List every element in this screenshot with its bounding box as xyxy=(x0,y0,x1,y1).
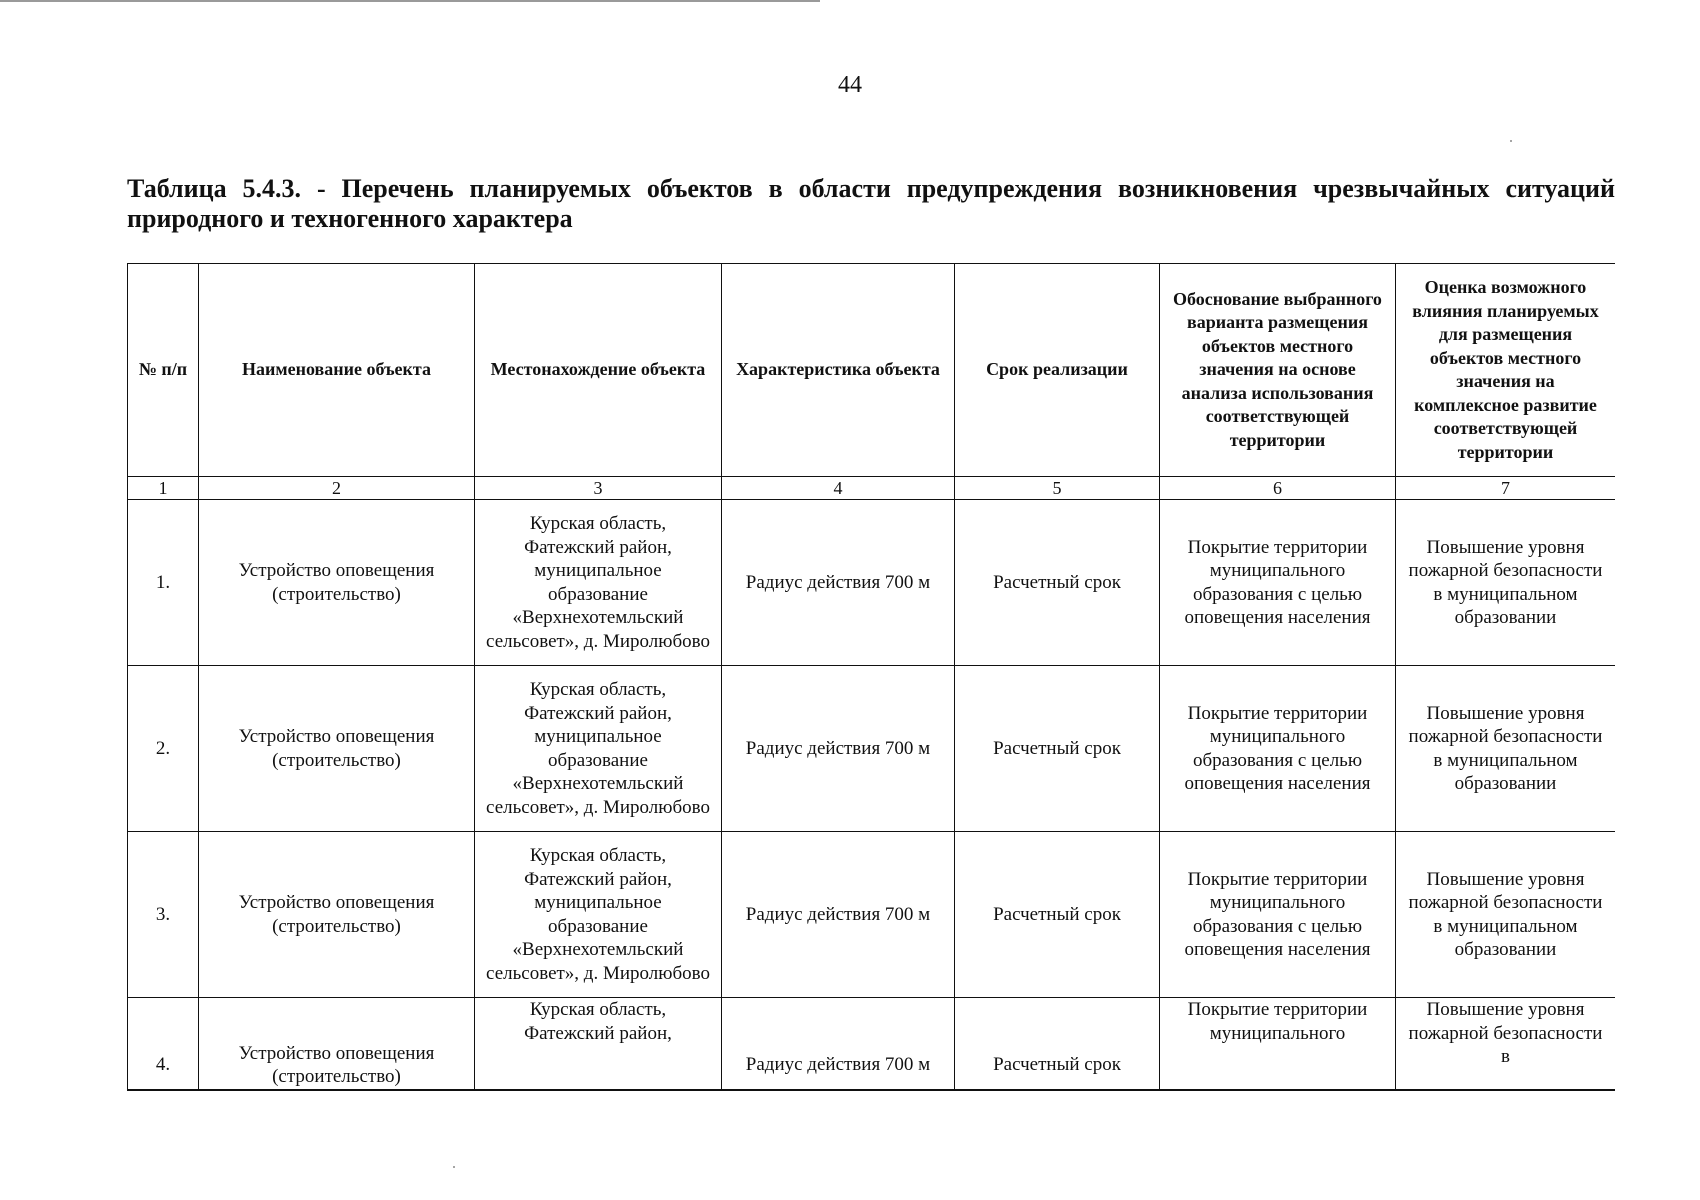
term-cell: Расчетный срок xyxy=(955,832,1160,998)
impact-cell: Повышение уровня пожарной безопасности в муниципальном образовании xyxy=(1396,832,1616,998)
objects-table xyxy=(127,263,1615,1091)
column-number-row xyxy=(128,477,1616,500)
table-row xyxy=(128,500,1616,666)
row-number-cell: 1. xyxy=(128,500,199,666)
header-cell-location: Местонахождение объекта xyxy=(475,264,722,477)
location-cell: Курская область, Фатежский район, xyxy=(475,998,722,1092)
row-number-cell: 4. xyxy=(128,998,199,1092)
scan-speck xyxy=(1510,140,1512,142)
characteristic-cell: Радиус действия 700 м xyxy=(722,500,955,666)
scan-edge xyxy=(0,0,820,2)
characteristic-cell: Радиус действия 700 м xyxy=(722,832,955,998)
characteristic-cell: Радиус действия 700 м xyxy=(722,666,955,832)
term-cell: Расчетный срок xyxy=(955,500,1160,666)
justification-cell: Покрытие территории муниципального образования с целью оповещения населения xyxy=(1160,500,1396,666)
table-header-row xyxy=(128,264,1616,477)
column-number: 6 xyxy=(1160,477,1396,500)
header-cell-justification: Обоснование выбранного варианта размещения объектов местного значения на основе анализа использования соответствующей территории xyxy=(1160,264,1396,477)
header-cell-name: Наименование объекта xyxy=(199,264,475,477)
justification-cell: Покрытие территории муниципального образования с целью оповещения населения xyxy=(1160,832,1396,998)
header-cell-term: Срок реализации xyxy=(955,264,1160,477)
object-name-cell: Устройство оповещения (строительство) xyxy=(199,500,475,666)
column-number: 7 xyxy=(1396,477,1616,500)
table-row xyxy=(128,832,1616,998)
object-name-cell: Устройство оповещения (строительство) xyxy=(199,666,475,832)
justification-cell: Покрытие территории муниципального xyxy=(1160,998,1396,1092)
header-cell-impact: Оценка возможного влияния планируемых для размещения объектов местного значения на комплексное развитие соответствующей территории xyxy=(1396,264,1616,477)
header-cell-number: № п/п xyxy=(128,264,199,477)
location-cell: Курская область, Фатежский район, муниципальное образование «Верхнехотемльский сельсовет», д. Миролюбово xyxy=(475,666,722,832)
table-row xyxy=(128,666,1616,832)
column-number: 5 xyxy=(955,477,1160,500)
table-row xyxy=(128,998,1616,1092)
characteristic-cell: Радиус действия 700 м xyxy=(722,998,955,1092)
column-number: 2 xyxy=(199,477,475,500)
object-name-cell: Устройство оповещения (строительство) xyxy=(199,998,475,1092)
justification-cell: Покрытие территории муниципального образования с целью оповещения населения xyxy=(1160,666,1396,832)
table-caption: Таблица 5.4.3. - Перечень планируемых объектов в области предупреждения возникновения чрезвычайных ситуаций природного и техногенного характера xyxy=(127,174,1615,233)
objects-table-wrapper xyxy=(127,263,1615,1091)
location-cell: Курская область, Фатежский район, муниципальное образование «Верхнехотемльский сельсовет», д. Миролюбово xyxy=(475,832,722,998)
row-number-cell: 2. xyxy=(128,666,199,832)
location-cell: Курская область, Фатежский район, муниципальное образование «Верхнехотемльский сельсовет», д. Миролюбово xyxy=(475,500,722,666)
column-number: 3 xyxy=(475,477,722,500)
row-number-cell: 3. xyxy=(128,832,199,998)
column-number: 4 xyxy=(722,477,955,500)
scan-speck xyxy=(453,1166,455,1168)
impact-cell: Повышение уровня пожарной безопасности в муниципальном образовании xyxy=(1396,500,1616,666)
term-cell: Расчетный срок xyxy=(955,666,1160,832)
term-cell: Расчетный срок xyxy=(955,998,1160,1092)
header-cell-characteristic: Характеристика объекта xyxy=(722,264,955,477)
page-number: 44 xyxy=(838,72,862,98)
impact-cell: Повышение уровня пожарной безопасности в муниципальном образовании xyxy=(1396,666,1616,832)
object-name-cell: Устройство оповещения (строительство) xyxy=(199,832,475,998)
column-number: 1 xyxy=(128,477,199,500)
impact-cell: Повышение уровня пожарной безопасности в xyxy=(1396,998,1616,1092)
